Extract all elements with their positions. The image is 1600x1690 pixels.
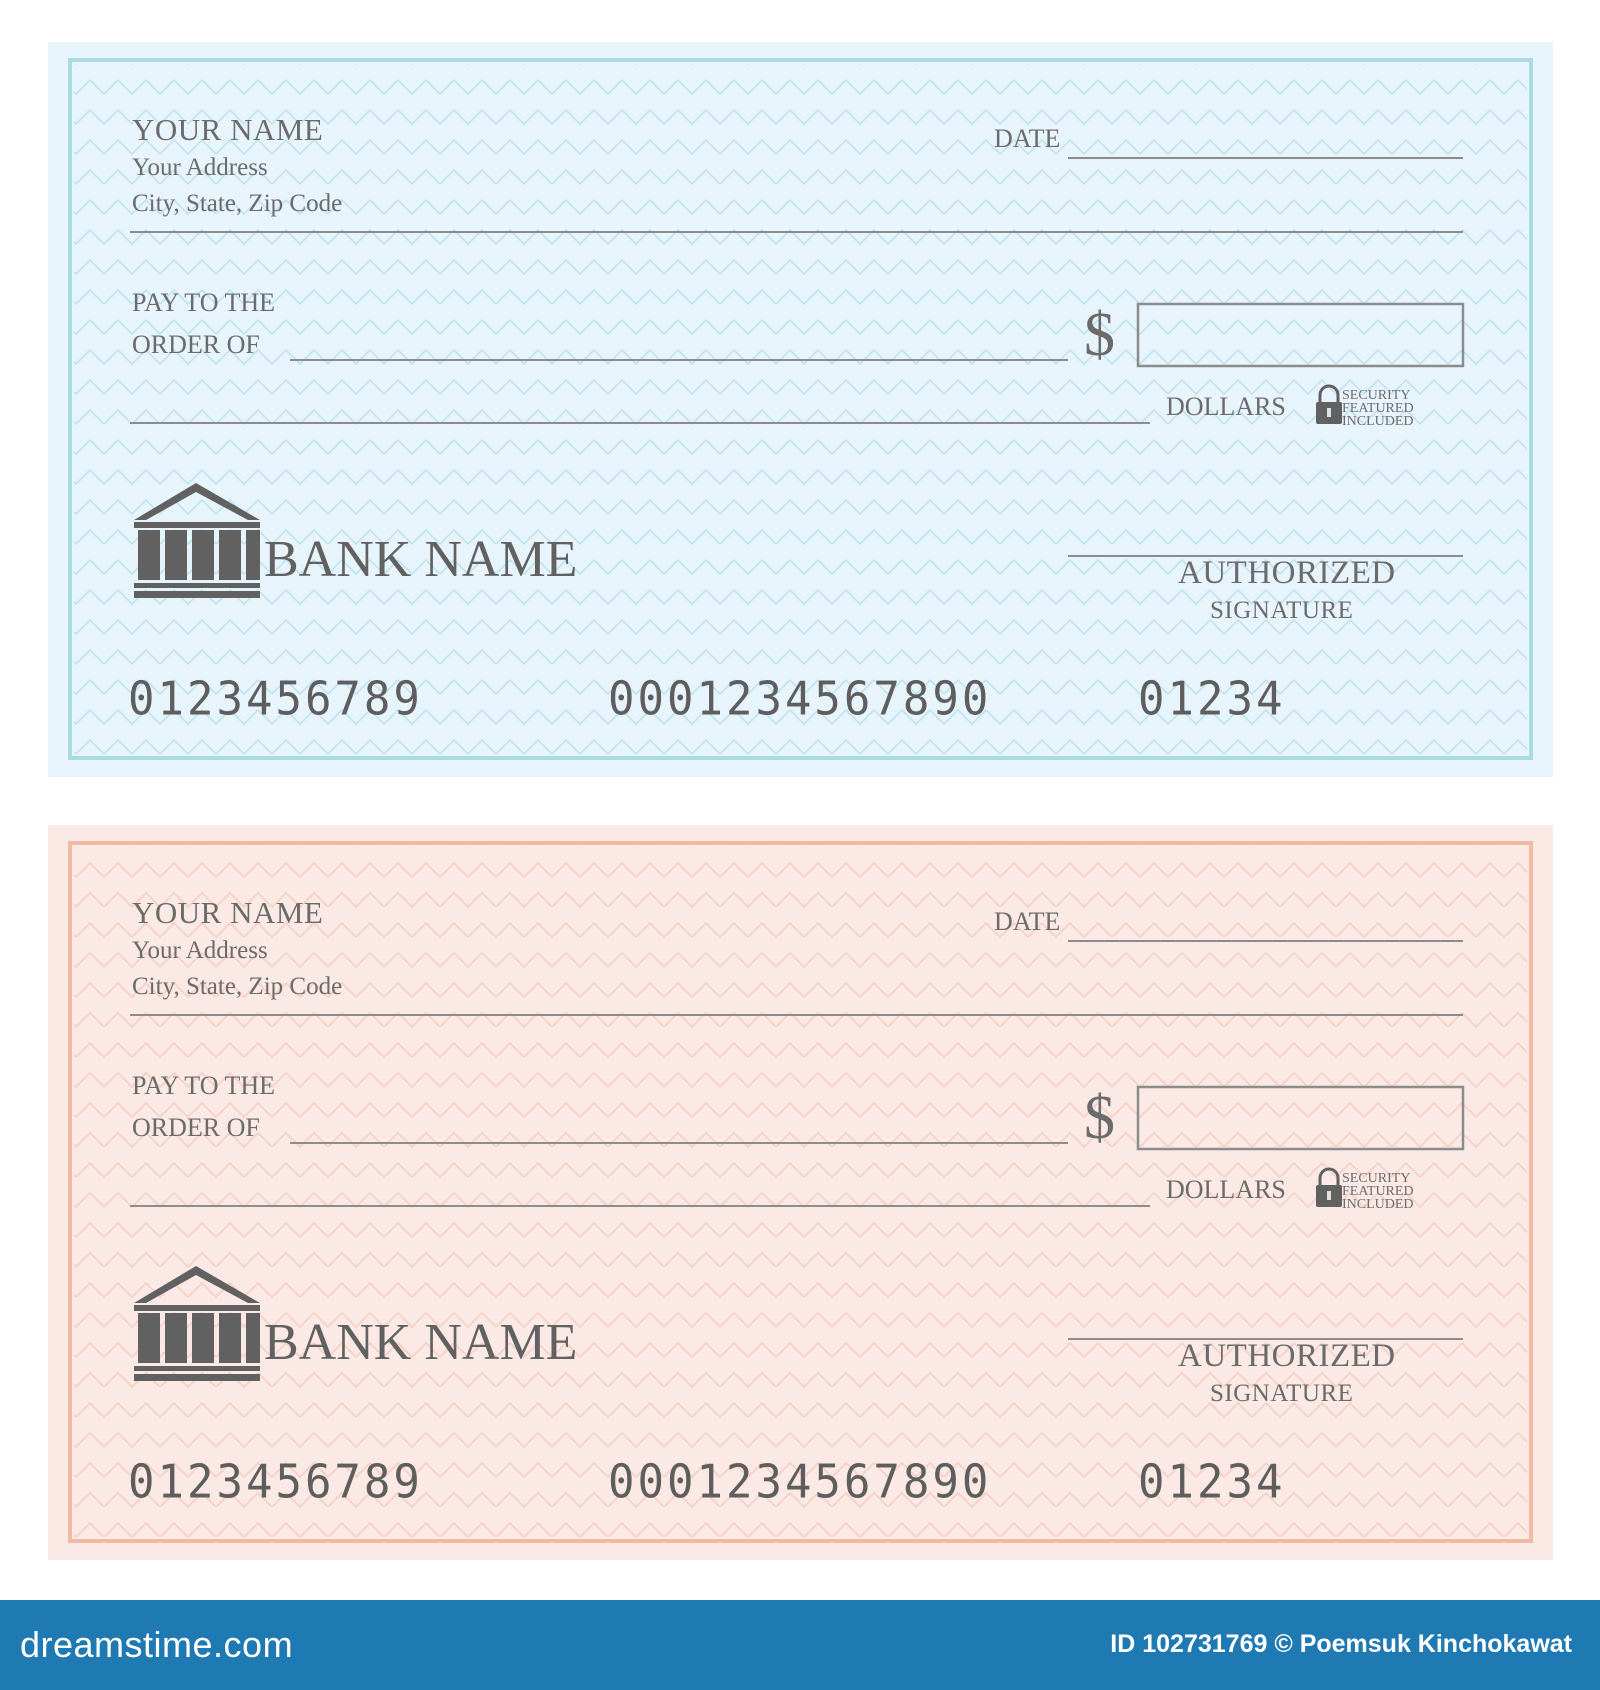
blank-cheque-pink bbox=[48, 825, 1553, 1560]
security-line: INCLUDED bbox=[1342, 1197, 1414, 1212]
account-number: 0001234567890 bbox=[608, 1455, 992, 1510]
brand-watermark: dreamstime.com bbox=[20, 1624, 294, 1665]
cheque-number: 01234 bbox=[1138, 672, 1286, 727]
security-line: FEATURED bbox=[1342, 401, 1414, 416]
pay-to-label-line1: PAY TO THE bbox=[132, 288, 276, 317]
date-label: DATE bbox=[994, 907, 1061, 936]
security-note bbox=[1342, 389, 1432, 428]
cheque-background bbox=[48, 825, 1553, 1560]
routing-number: 0123456789 bbox=[128, 672, 423, 727]
blank-cheque-blue bbox=[48, 42, 1553, 777]
security-line: SECURITY bbox=[1342, 1171, 1411, 1186]
dollars-label: DOLLARS bbox=[1166, 392, 1286, 421]
pay-to-label-line2: ORDER OF bbox=[132, 330, 260, 359]
account-number: 0001234567890 bbox=[608, 672, 992, 727]
security-note bbox=[1342, 1172, 1432, 1211]
stock-footer-bar bbox=[0, 1600, 1600, 1690]
cheque-number: 01234 bbox=[1138, 1455, 1286, 1510]
cheque-background bbox=[48, 42, 1553, 777]
signature-label: SIGNATURE bbox=[1210, 1380, 1354, 1407]
security-line: SECURITY bbox=[1342, 388, 1411, 403]
security-line: FEATURED bbox=[1342, 1184, 1414, 1199]
account-holder-city: City, State, Zip Code bbox=[132, 973, 343, 1000]
bank-name: BANK NAME bbox=[264, 1314, 578, 1371]
pay-to-label-line1: PAY TO THE bbox=[132, 1071, 276, 1100]
currency-symbol: $ bbox=[1084, 301, 1115, 369]
account-holder-name: YOUR NAME bbox=[132, 895, 324, 930]
account-holder-address: Your Address bbox=[132, 937, 268, 964]
account-holder-address: Your Address bbox=[132, 154, 268, 181]
security-line: INCLUDED bbox=[1342, 414, 1414, 429]
bank-name: BANK NAME bbox=[264, 531, 578, 588]
authorized-label: AUTHORIZED bbox=[1178, 1338, 1396, 1374]
dollars-label: DOLLARS bbox=[1166, 1175, 1286, 1204]
signature-label: SIGNATURE bbox=[1210, 597, 1354, 624]
account-holder-name: YOUR NAME bbox=[132, 112, 324, 147]
account-holder-city: City, State, Zip Code bbox=[132, 190, 343, 217]
currency-symbol: $ bbox=[1084, 1084, 1115, 1152]
date-label: DATE bbox=[994, 124, 1061, 153]
image-credit: ID 102731769 © Poemsuk Kinchokawat bbox=[1110, 1630, 1572, 1658]
authorized-label: AUTHORIZED bbox=[1178, 555, 1396, 591]
pay-to-label-line2: ORDER OF bbox=[132, 1113, 260, 1142]
routing-number: 0123456789 bbox=[128, 1455, 423, 1510]
